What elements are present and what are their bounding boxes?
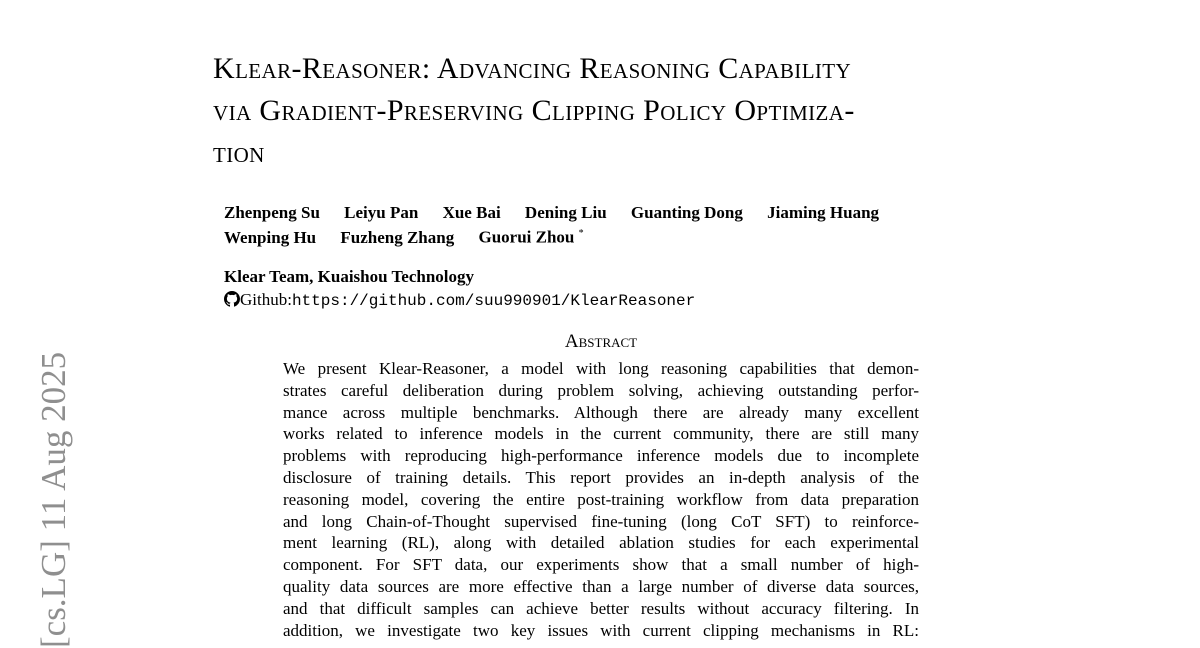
abstract-line: quality data sources are more effective than a large number of diverse data sources, bbox=[283, 576, 919, 596]
corresponding-author-mark: * bbox=[578, 228, 584, 239]
arxiv-side-stamp: [cs.LG] 11 Aug 2025 bbox=[34, 351, 73, 648]
abstract-line: addition, we investigate two key issues with current clipping mechanisms in RL: bbox=[283, 620, 919, 640]
author-name: Guorui Zhou bbox=[478, 227, 575, 247]
abstract-line: problems with reproducing high-performance inference models due to incomplete bbox=[283, 446, 919, 466]
abstract-line: and that difficult samples can achieve better results without accuracy filtering. In bbox=[283, 598, 919, 618]
abstract-line: strates careful deliberation during problem solving, achieving outstanding perfor- bbox=[283, 380, 919, 400]
abstract-line: disclosure of training details. This report provides an in-depth analysis of the bbox=[283, 467, 919, 487]
affiliation: Klear Team, Kuaishou Technology bbox=[224, 267, 475, 286]
author-name: Xue Bai bbox=[442, 203, 501, 222]
author-name: Fuzheng Zhang bbox=[340, 227, 455, 247]
abstract-heading: Abstract bbox=[564, 331, 638, 352]
github-line bbox=[224, 289, 695, 312]
title-line-2: via Gradient-Preserving Clipping Policy Optimiza- bbox=[213, 94, 855, 127]
paper-title bbox=[213, 48, 1013, 174]
github-url-link[interactable]: https://github.com/suu990901/KlearReasoner bbox=[291, 292, 696, 310]
title-line-1: Klear-Reasoner: Advancing Reasoning Capability bbox=[213, 52, 852, 85]
author-list bbox=[224, 202, 1004, 248]
author-name: Dening Liu bbox=[524, 203, 607, 222]
abstract-body bbox=[283, 358, 919, 641]
github-label: Github: bbox=[240, 290, 292, 309]
author-name: Leiyu Pan bbox=[344, 203, 419, 222]
abstract-line: reasoning model, covering the entire post-training workflow from data preparation bbox=[283, 489, 919, 509]
author-name: Zhenpeng Su bbox=[224, 203, 320, 222]
github-icon bbox=[224, 291, 240, 307]
abstract-line: We present Klear-Reasoner, a model with long reasoning capabilities that demon- bbox=[283, 359, 919, 378]
author-row-1 bbox=[224, 202, 1004, 223]
author-name: Jiaming Huang bbox=[767, 203, 880, 222]
author-name: Wenping Hu bbox=[224, 227, 317, 247]
abstract-line: and long Chain-of-Thought supervised fine-tuning (long CoT SFT) to reinforce- bbox=[283, 511, 919, 531]
title-line-3: tion bbox=[213, 136, 265, 169]
abstract-line: ment learning (RL), along with detailed ablation studies for each experimental bbox=[283, 533, 919, 553]
abstract-line: mance across multiple benchmarks. Although there are already many excellent bbox=[283, 402, 919, 422]
author-row-2 bbox=[224, 223, 1004, 248]
author-name: Guanting Dong bbox=[630, 203, 743, 222]
abstract-line: works related to inference models in the current community, there are still many bbox=[283, 424, 919, 444]
abstract-line: component. For SFT data, our experiments show that a small number of high- bbox=[283, 555, 919, 575]
